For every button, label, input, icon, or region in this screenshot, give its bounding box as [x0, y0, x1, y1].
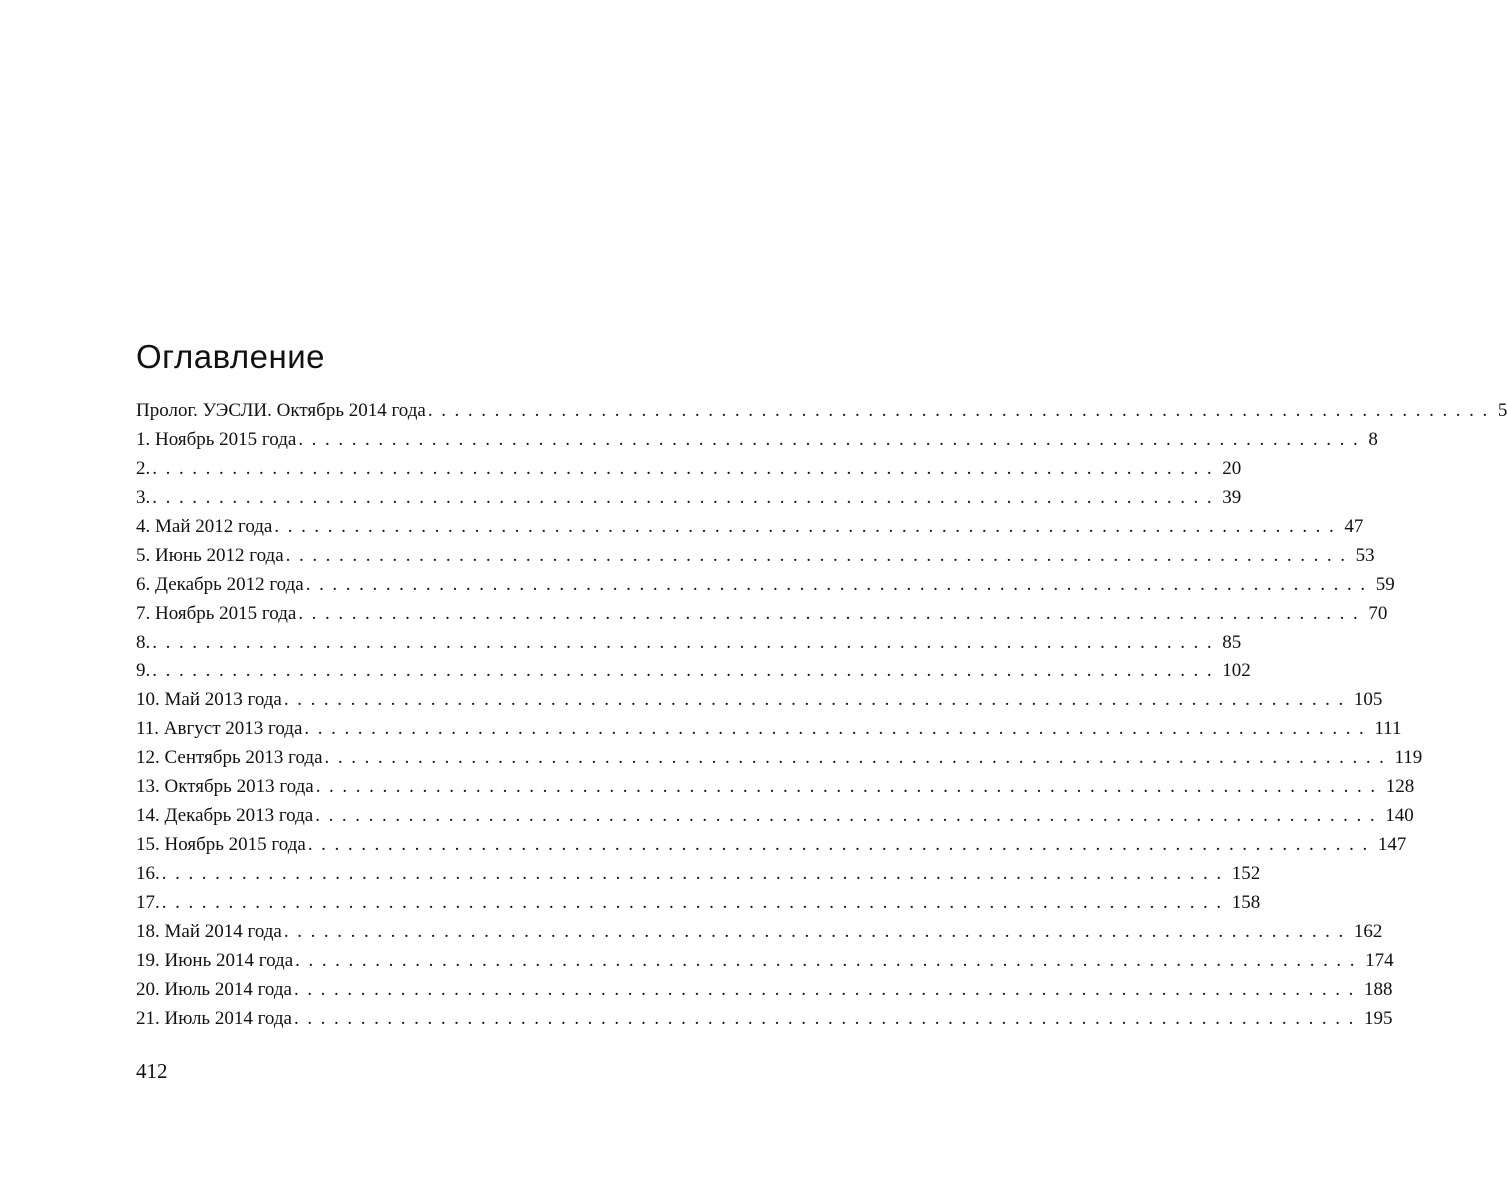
toc-entry-title: 13. Октябрь 2013 года	[136, 776, 314, 798]
toc-entry-title: 18. Май 2014 года	[136, 920, 282, 942]
toc-entry-title: 6. Декабрь 2012 года	[136, 573, 304, 595]
toc-entry[interactable]	[136, 542, 1375, 571]
toc-entry-title: 16.	[136, 863, 160, 884]
toc-entry-page: 174	[1365, 949, 1394, 971]
leader-dots: ................................................................................	[295, 949, 1364, 971]
toc-entry[interactable]	[136, 918, 1383, 947]
leader-dots: ................................................................................	[307, 834, 1376, 856]
leader-dots: ................................................................................	[283, 689, 1352, 711]
toc-entry-title: 10. Май 2013 года	[136, 689, 282, 711]
toc-entry-page: 162	[1353, 920, 1383, 942]
toc-entry[interactable]	[136, 571, 1395, 600]
toc-entry[interactable]	[136, 773, 1415, 802]
leader-dots: ................................................................................	[298, 602, 1367, 624]
toc-entry-title: 9.	[136, 660, 151, 682]
leader-dots: ................................................................................	[315, 805, 1384, 827]
toc-entry-title: 12. Сентябрь 2013 года	[136, 747, 323, 769]
leader-dots: ................................................................................	[293, 1007, 1362, 1029]
toc-entry-title: 20. Июль 2014 года	[136, 978, 292, 1000]
leader-dots: ................................................................................	[304, 718, 1373, 740]
toc-entry[interactable]	[136, 889, 1261, 918]
toc-entry[interactable]	[136, 947, 1394, 976]
toc-entry[interactable]	[136, 657, 1251, 686]
toc-entry-page: 188	[1363, 978, 1393, 1000]
toc-entry-page: 140	[1385, 805, 1414, 827]
leader-dots: ................................................................................	[305, 573, 1374, 595]
toc-entry-page: 39	[1222, 486, 1242, 508]
toc-entry-page: 102	[1222, 660, 1251, 682]
toc-entry-title: 4. Май 2012 года	[136, 515, 273, 537]
toc-entry-page: 8	[1368, 428, 1378, 450]
leader-dots: ................................................................................	[152, 457, 1221, 479]
toc-entry-title: 2.	[136, 457, 151, 479]
leader-dots: ................................................................................	[315, 776, 1384, 798]
leader-dots: ................................................................................	[298, 428, 1367, 450]
toc-entry-title: 8.	[136, 631, 151, 653]
toc-entry[interactable]	[136, 1005, 1393, 1034]
toc-entry[interactable]	[136, 831, 1407, 860]
toc-entry-page: 59	[1375, 573, 1395, 595]
toc-entry-title: 15. Ноябрь 2015 года	[136, 834, 306, 856]
toc-entry-page: 105	[1353, 689, 1383, 711]
page-number: 412	[136, 1059, 168, 1083]
toc-entry-title: 5. Июнь 2012 года	[136, 544, 284, 566]
leader-dots: ................................................................................	[152, 486, 1221, 508]
toc-entry[interactable]	[136, 426, 1378, 455]
toc-entry-page: 152	[1231, 863, 1261, 884]
leader-dots: ................................................................................	[283, 920, 1352, 942]
toc-entry[interactable]	[136, 397, 1507, 426]
toc-entry-title: 7. Ноябрь 2015 года	[136, 602, 297, 624]
toc-entry-title: 19. Июнь 2014 года	[136, 949, 294, 971]
leader-dots: ................................................................................	[161, 863, 1230, 884]
toc-entry[interactable]	[136, 860, 1261, 889]
leader-dots: ................................................................................	[427, 400, 1496, 421]
toc-entry[interactable]	[136, 513, 1364, 542]
toc-entry[interactable]	[136, 802, 1414, 831]
toc-entry-page: 147	[1377, 834, 1407, 856]
toc-entry-page: 128	[1385, 776, 1415, 798]
toc-entry[interactable]	[136, 600, 1388, 629]
toc-entry-title: 3.	[136, 486, 151, 508]
toc-entry-page: 47	[1344, 515, 1364, 537]
leader-dots: ................................................................................	[285, 544, 1354, 566]
toc-entry[interactable]	[136, 686, 1383, 715]
toc-entry-page: 20	[1222, 457, 1242, 479]
toc-entry[interactable]	[136, 715, 1402, 744]
toc-entry-title: 17.	[136, 891, 160, 913]
toc-entry-page: 70	[1368, 602, 1388, 624]
toc-entry-page: 158	[1231, 891, 1261, 913]
leader-dots: ................................................................................	[161, 891, 1230, 913]
toc-entry-page: 119	[1394, 747, 1423, 769]
toc-entry[interactable]	[136, 629, 1242, 658]
leader-dots: ................................................................................	[152, 660, 1221, 682]
toc-entry-page: 85	[1222, 631, 1242, 653]
page-title: Оглавление	[136, 338, 325, 375]
toc-entry-title: 21. Июль 2014 года	[136, 1007, 292, 1029]
table-of-contents	[136, 397, 1507, 1034]
toc-entry[interactable]	[136, 484, 1242, 513]
toc-entry-title: 14. Декабрь 2013 года	[136, 805, 314, 827]
toc-entry[interactable]	[136, 455, 1242, 484]
toc-entry-page: 53	[1355, 544, 1375, 566]
toc-entry[interactable]	[136, 976, 1393, 1005]
toc-entry-page: 111	[1374, 718, 1402, 740]
leader-dots: ................................................................................	[324, 747, 1393, 769]
leader-dots: ................................................................................	[293, 978, 1362, 1000]
leader-dots: ................................................................................	[152, 631, 1221, 653]
toc-entry-page: 195	[1363, 1007, 1393, 1029]
toc-entry-title: 1. Ноябрь 2015 года	[136, 428, 297, 450]
toc-entry[interactable]	[136, 744, 1423, 773]
toc-entry-page: 5	[1497, 400, 1507, 421]
toc-entry-title: 11. Август 2013 года	[136, 718, 303, 740]
leader-dots: ................................................................................	[274, 515, 1343, 537]
toc-entry-title: Пролог. УЭСЛИ. Октябрь 2014 года	[136, 400, 426, 421]
